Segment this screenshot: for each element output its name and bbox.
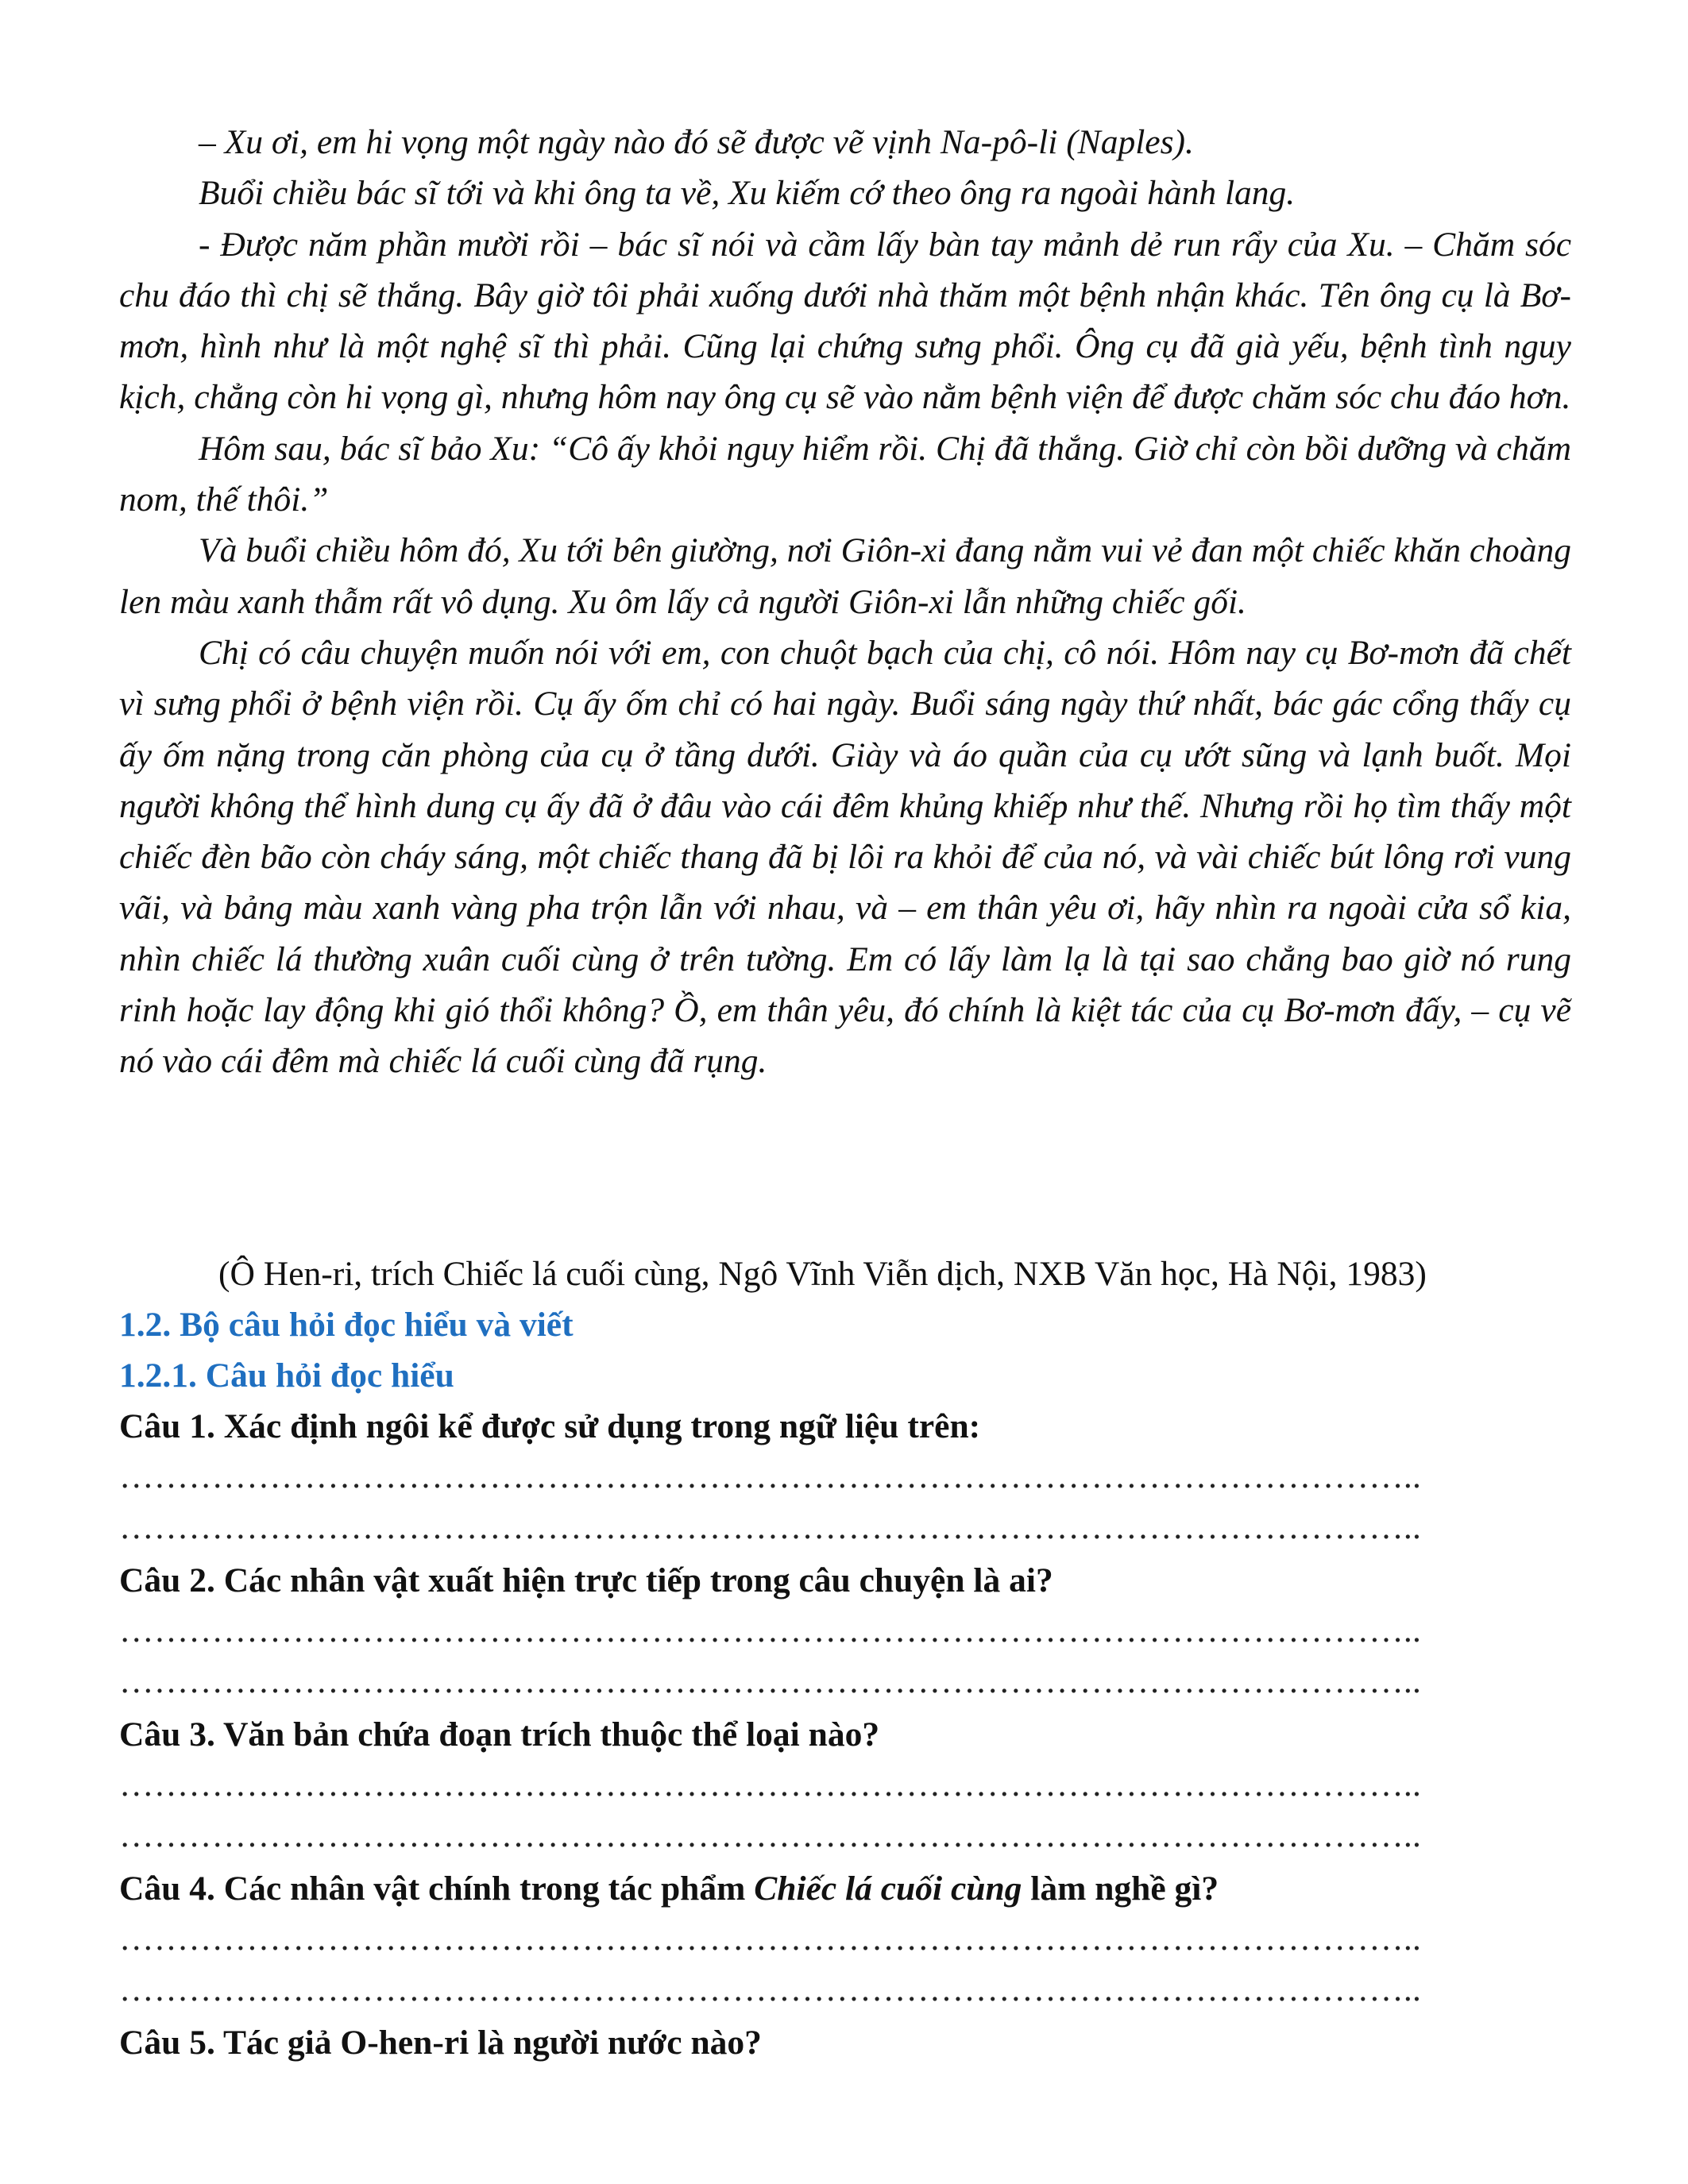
answer-line[interactable]: …………………………………………………………………………………………………..: [119, 1971, 1422, 2008]
section-heading: 1.2. Bộ câu hỏi đọc hiểu và viết: [119, 1306, 574, 1344]
passage-paragraph: Và buổi chiều hôm đó, Xu tới bên giường, nơi Giôn-xi đang nằm vui vẻ đan một chiếc khăn choàng len màu xanh thẫm rất vô dụng. Xu ôm lấy cả người Giôn-xi lẫn những chiếc gối.: [119, 531, 1571, 621]
question-4-suffix: làm nghề gì?: [1022, 1870, 1219, 1908]
answer-line[interactable]: …………………………………………………………………………………………………..: [119, 1509, 1422, 1545]
passage-paragraph: - Được năm phần mười rồi – bác sĩ nói và cầm lấy bàn tay mảnh dẻ run rẩy của Xu. – Chăm sóc chu đáo thì chị sẽ thắng. Bây giờ tôi phải xuống dưới nhà thăm một bệnh nhận khác. Tên ông cụ là Bơ-mơn, hình như là một nghệ sĩ thì phải. Cũng lại chứng sưng phổi. Ông cụ đã già yếu, bệnh tình nguy kịch, chẳng còn hi vọng gì, nhưng hôm nay ông cụ sẽ vào nằm bệnh viện để được chăm sóc chu đáo hơn.: [119, 225, 1571, 417]
question-3: Câu 3. Văn bản chứa đoạn trích thuộc thể loại nào?: [119, 1715, 880, 1754]
answer-line[interactable]: …………………………………………………………………………………………………..: [119, 1766, 1422, 1803]
answer-line[interactable]: …………………………………………………………………………………………………..: [119, 1920, 1422, 1957]
passage-paragraph: – Xu ơi, em hi vọng một ngày nào đó sẽ được vẽ vịnh Na-pô-li (Naples).: [199, 123, 1194, 161]
question-1: Câu 1. Xác định ngôi kể được sử dụng trong ngữ liệu trên:: [119, 1407, 981, 1445]
answer-line[interactable]: …………………………………………………………………………………………………..: [119, 1612, 1422, 1649]
question-2: Câu 2. Các nhân vật xuất hiện trực tiếp trong câu chuyện là ai?: [119, 1561, 1053, 1599]
answer-line[interactable]: …………………………………………………………………………………………………..: [119, 1458, 1422, 1495]
story-excerpt: [119, 117, 1571, 1087]
passage-paragraph: Hôm sau, bác sĩ bảo Xu: “Cô ấy khỏi nguy hiểm rồi. Chị đã thắng. Giờ chỉ còn bồi dưỡng và chăm nom, thế thôi.”: [119, 429, 1571, 519]
question-4-prefix: Câu 4. Các nhân vật chính trong tác phẩm: [119, 1870, 755, 1908]
source-citation: (Ô Hen-ri, trích Chiếc lá cuối cùng, Ngô Vĩnh Viễn dịch, NXB Văn học, Hà Nội, 1983): [218, 1255, 1427, 1293]
passage-paragraph: Chị có câu chuyện muốn nói với em, con chuột bạch của chị, cô nói. Hôm nay cụ Bơ-mơn đã chết vì sưng phổi ở bệnh viện rồi. Cụ ấy ốm chỉ có hai ngày. Buổi sáng ngày thứ nhất, bác gác cổng thấy cụ ấy ốm nặng trong căn phòng của cụ ở tầng dưới. Giày và áo quần của cụ ướt sũng và lạnh buốt. Mọi người không thể hình dung cụ ấy đã ở đâu vào cái đêm khủng khiếp như thế. Nhưng rồi họ tìm thấy một chiếc đèn bão còn cháy sáng, một chiếc thang đã bị lôi ra khỏi để của nó, và vài chiếc bút lông rơi vung vãi, và bảng màu xanh vàng pha trộn lẫn với nhau, và – em thân yêu ơi, hãy nhìn ra ngoài cửa sổ kia, nhìn chiếc lá thường xuân cuối cùng ở trên tường. Em có lấy làm lạ là tại sao chẳng bao giờ nó rung rinh hoặc lay động khi gió thổi không? Ồ, em thân yêu, đó chính là kiệt tác của cụ Bơ-mơn đấy, – cụ vẽ nó vào cái đêm mà chiếc lá cuối cùng đã rụng.: [119, 633, 1571, 1081]
answer-line[interactable]: …………………………………………………………………………………………………..: [119, 1663, 1422, 1700]
subsection-heading: 1.2.1. Câu hỏi đọc hiểu: [119, 1356, 454, 1395]
work-title: Chiếc lá cuối cùng: [754, 1870, 1022, 1908]
answer-line[interactable]: …………………………………………………………………………………………………..: [119, 1817, 1422, 1854]
question-4: [119, 1863, 1219, 1914]
passage-paragraph: Buổi chiều bác sĩ tới và khi ông ta về, Xu kiếm cớ theo ông ra ngoài hành lang.: [199, 174, 1296, 213]
question-5: Câu 5. Tác giả O-hen-ri là người nước nào?: [119, 2024, 762, 2062]
